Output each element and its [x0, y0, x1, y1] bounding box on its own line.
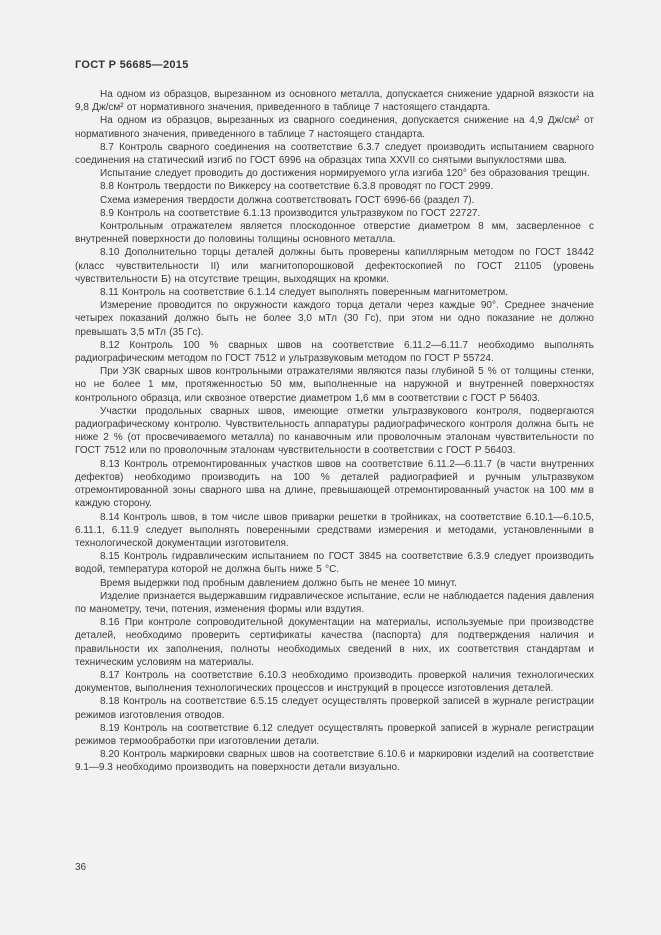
paragraph: Время выдержки под пробным давлением должно быть не менее 10 минут.	[100, 577, 457, 589]
paragraph: На одном из образцов, вырезанном из основного металла, допускается снижение ударной вязкости на 9,8 Дж/см² от нормативного значения, приведенного в таблице 7 настоящего стандарта.	[75, 89, 594, 114]
paragraph: Измерение проводится по окружности каждого торца детали через каждые 90°. Среднее значение четырех показаний должно быть не более 3,0 мТл (30 Гс), при этом ни одно показание не должно превышать 3,5 мТл (35 Гс).	[75, 300, 594, 338]
paragraph: 8.20 Контроль маркировки сварных швов на соответствие 6.10.6 и маркировки изделий на соответствие 9.1—9.3 необходимо производить на поверхности детали визуально.	[75, 749, 594, 774]
paragraph: 8.15 Контроль гидравлическим испытанием по ГОСТ 3845 на соответствие 6.3.9 следует производить водой, температура которой не должна быть ниже 5 °С.	[75, 551, 594, 576]
paragraph: Изделие признается выдержавшим гидравлическое испытание, если не наблюдается падения давления по манометру, течи, потения, изменения формы или вздутия.	[75, 590, 594, 615]
paragraph: 8.12 Контроль 100 % сварных швов на соответствие 6.11.2—6.11.7 необходимо выполнять радиографическим методом по ГОСТ 7512 и ультразвуковым методом по ГОСТ Р 55724.	[75, 339, 594, 365]
paragraph: На одном из образцов, вырезанных из сварного соединения, допускается снижение на 4,9 Дж/см² от нормативного значения, приведенного в таблице 7 настоящего стандарта.	[75, 115, 594, 140]
paragraph: 8.18 Контроль на соответствие 6.5.15 следует осуществлять проверкой записей в журнале регистрации режимов изготовления отводов.	[75, 696, 594, 721]
paragraph: Участки продольных сварных швов, имеющие отметки ультразвукового контроля, подвергаются радиографическому контролю. Чувствительность аппаратуры радиографического контроля должна быть не ниже 2 % (от просвечиваемого металла) по канавочным или проволочным эталонам чувствительности по ГОСТ 7512 или по проволочным эталонам чувствительности в соответствии с ГОСТ Р 56403.	[75, 405, 594, 457]
standard-number-header: ГОСТ Р 56685—2015	[75, 59, 189, 71]
paragraph: 8.17 Контроль на соответствие 6.10.3 необходимо производить проверкой наличия технологических документов, выполнения технологических процессов и инструкций в процессе изготовления деталей.	[75, 669, 594, 695]
page-number: 36	[75, 862, 87, 873]
paragraph: 8.13 Контроль отремонтированных участков швов на соответствие 6.11.2—6.11.7 (в части внутренних дефектов) необходимо производить на 100 % деталей радиографией и ручным ультразвуком отремонтированной зоны сварного шва на длине, превышающей отремонтированный участок на 100 мм в каждую сторону.	[75, 458, 594, 510]
paragraph: 8.7 Контроль сварного соединения на соответствие 6.3.7 следует производить испытанием сварного соединения на статический изгиб по ГОСТ 6996 на образцах типа XXVII со снятыми выпуклостями шва.	[75, 141, 594, 167]
paragraph: Испытание следует проводить до достижения нормируемого угла изгиба 120° без образования трещин.	[100, 168, 590, 180]
paragraph: 8.16 При контроле сопроводительной документации на материалы, используемые при производстве деталей, необходимо проверить сертификаты качества (паспорта) для подтверждения наличия и правильности их заполнения, полноты необходимых сведений в них, их соответствия стандартам и техническим условиям на материалы.	[75, 617, 594, 668]
paragraph: При УЗК сварных швов контрольными отражателями являются пазы глубиной 5 % от толщины стенки, но не более 1 мм, протяженностью 50 мм, выполненные на наружной и внутренней поверхностях контрольного образца, или сквозное отверстие диаметром 1,6 мм в соответствии с ГОСТ Р 56403.	[75, 366, 594, 404]
paragraph: 8.10 Дополнительно торцы деталей должны быть проверены капиллярным методом по ГОСТ 18442 (класс чувствительности II) или магнитопорошковой дефектоскопией по ГОСТ 21105 (уровень чувствительности Б) на отсутствие трещин, выходящих на кромки.	[75, 247, 594, 285]
paragraph: 8.11 Контроль на соответствие 6.1.14 следует выполнять поверенным магнитометром.	[100, 287, 508, 299]
paragraph: 8.9 Контроль на соответствие 6.1.13 производится ультразвуком по ГОСТ 22727.	[100, 207, 481, 219]
paragraph: Контрольным отражателем является плоскодонное отверстие диаметром 8 мм, засверленное с внутренней поверхности до половины толщины основного металла.	[75, 221, 594, 246]
paragraph: 8.19 Контроль на соответствие 6.12 следует осуществлять проверкой записей в журнале регистрации режимов термообработки при изготовлении детали.	[75, 722, 594, 747]
paragraph: 8.8 Контроль твердости по Виккерсу на соответствие 6.3.8 проводят по ГОСТ 2999.	[100, 181, 494, 193]
paragraph: 8.14 Контроль швов, в том числе швов приварки решетки в тройниках, на соответствие 6.10.1—6.10.5, 6.11.1, 6.11.9 следует выполнять поверенными средствами измерения и методами, установленными в технологической документации изготовителя.	[75, 511, 594, 549]
document-body	[75, 88, 594, 775]
paragraph: Схема измерения твердости должна соответствовать ГОСТ 6996-66 (раздел 7).	[100, 194, 475, 206]
